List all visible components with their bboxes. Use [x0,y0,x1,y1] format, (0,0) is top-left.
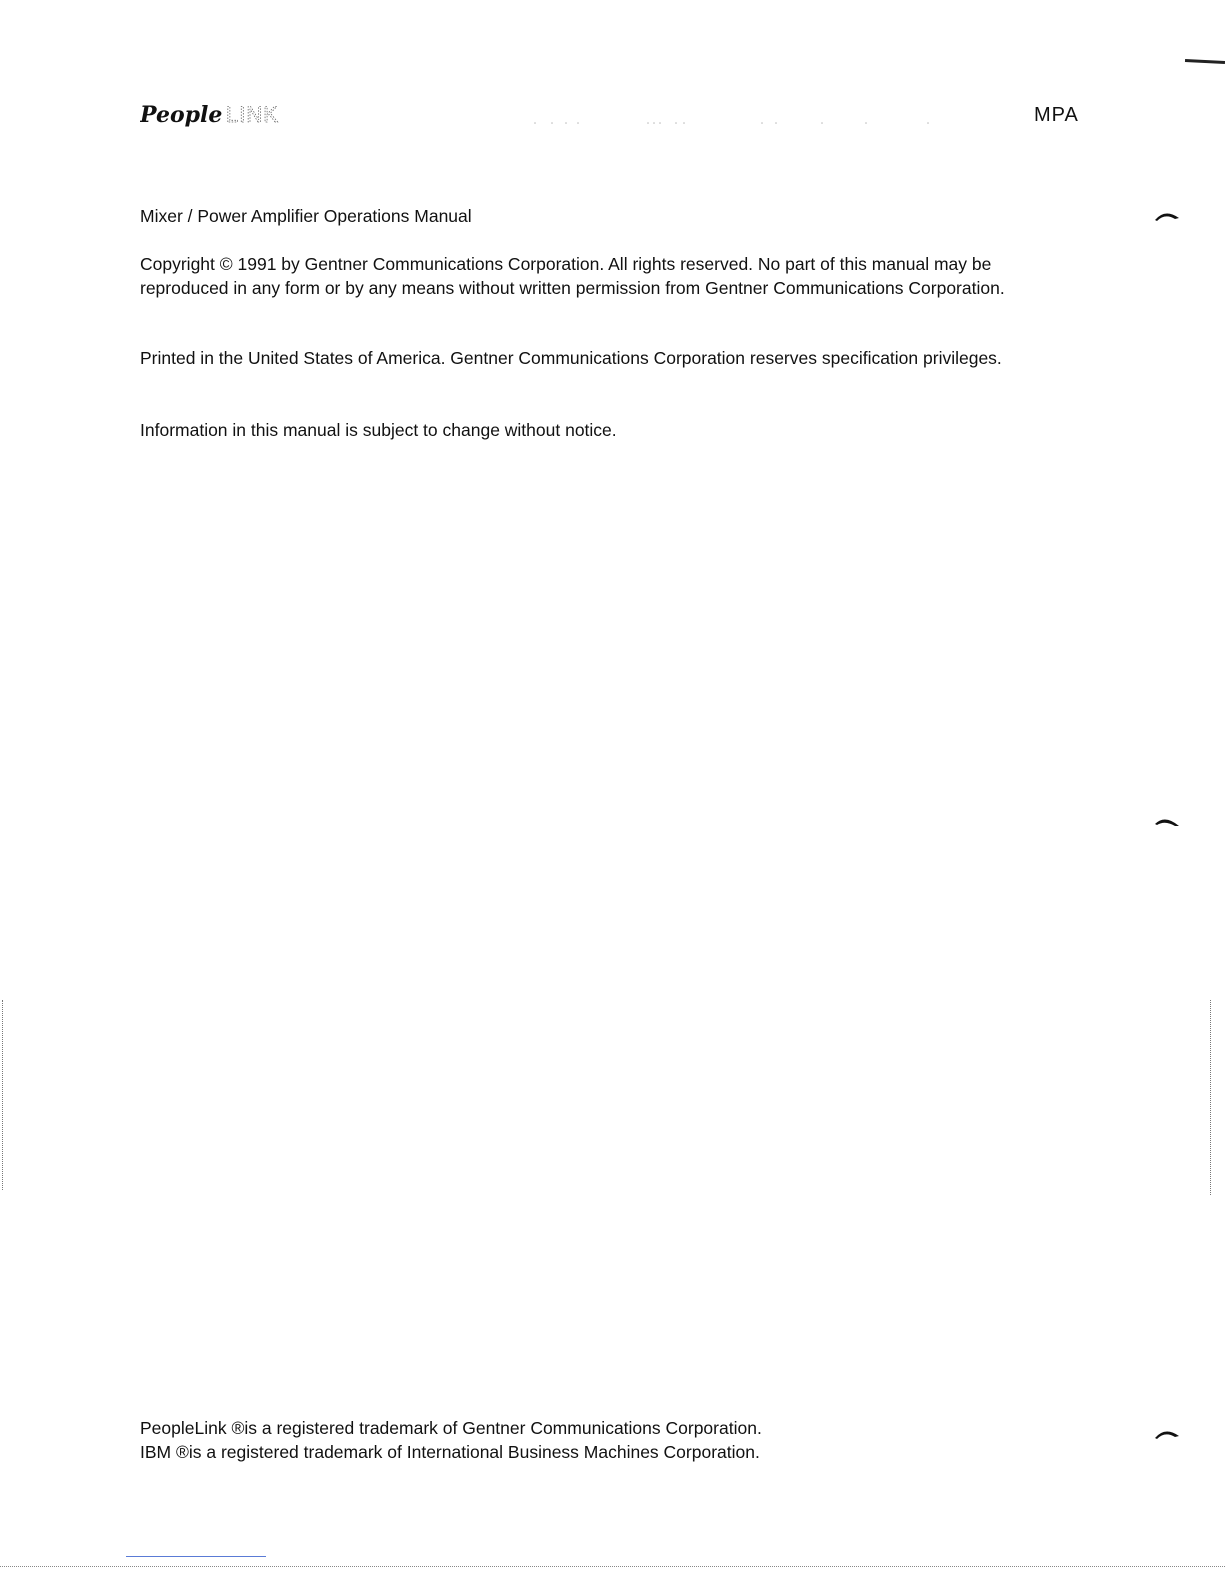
trademark-ibm: IBM ®is a registered trademark of International Business Machines Corporation. [140,1442,760,1462]
copyright-paragraph: Copyright © 1991 by Gentner Communications Corporation. All rights reserved. No part of this manual may be reproduced in any form or by any means without written permission from Gentner Communications Corporation. [140,254,1005,298]
binder-hole-mark-icon [1153,812,1183,832]
notice-paragraph: Information in this manual is subject to change without notice. [140,420,617,440]
document-code: MPA [1034,104,1079,126]
scan-corner-mark [1185,59,1225,64]
trademark-notices [140,1416,1040,1464]
svg-text:People: People [140,102,223,128]
scan-edge-right [1210,1000,1211,1195]
header-dotted-rule [530,118,950,128]
printed-paragraph: Printed in the United States of America. Gentner Communications Corporation reserves specification privileges. [140,348,1002,368]
binder-hole-mark-icon [1153,1424,1183,1444]
scan-edge-left [2,1000,3,1190]
scan-bottom-mark [126,1556,266,1557]
peoplelink-logo-image [140,96,340,132]
svg-text:LINK: LINK [226,102,279,127]
trademark-peoplelink: PeopleLink ®is a registered trademark of Gentner Communications Corporation. [140,1418,762,1438]
scan-bottom-edge [0,1566,1225,1567]
peoplelink-logo [140,96,340,132]
binder-hole-mark-icon [1153,206,1183,226]
manual-title: Mixer / Power Amplifier Operations Manual [140,206,472,226]
